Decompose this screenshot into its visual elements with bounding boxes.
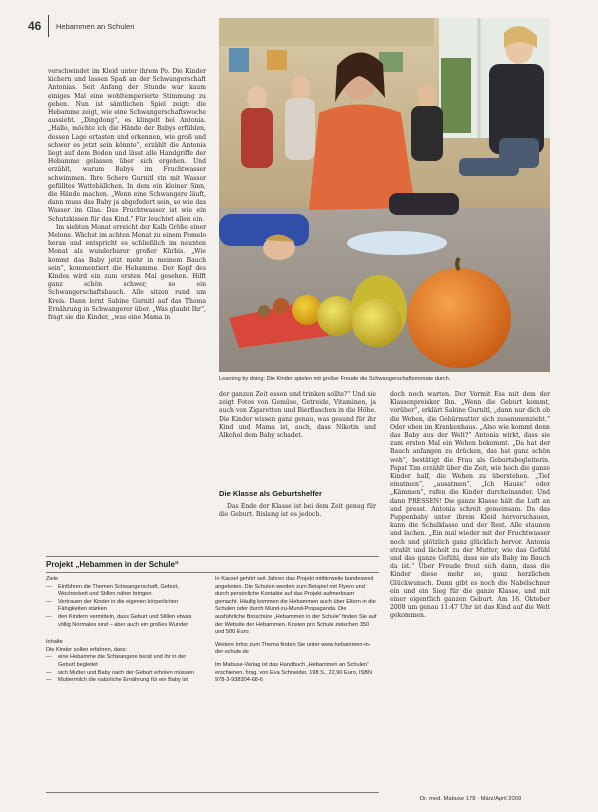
classroom-photo bbox=[219, 18, 550, 372]
box-paragraph: Im Mabuse-Verlag ist das Handbuch „Hebammen an Schulen“ erschienen, hrsg. von Eva Schneider, 198 S., 22,90 Euro, ISBN 978-3-938304-68-6 bbox=[215, 661, 373, 684]
body-column-3 bbox=[390, 391, 550, 791]
project-box-title: Projekt „Hebammen in der Schule“ bbox=[46, 560, 179, 569]
list-item: — Vertrauen der Kinder in die eigenen körperlichen Fähigkeiten stärken bbox=[46, 599, 204, 614]
paragraph: verschwindet im Kleid unter ihrem Po. Die Kinder kichern und lassen Spaß an der Schwangerschaft Antonias. Seit Anfang der Stunde war kaum einiges Mal eine wohltemperierte Stimmung zu gehen. Nun ist sämtlichen Spiel zeigt: die Hebamme zeigt, wie eine Schwangerschaftswoche aussieht. „Dingdong“, es klingelt bei Antonia. „Hallo, möchte ich die Hände der Babys erfühlen, dessen Lage ertasten und erkennen, wie groß und schwer es jetzt sein könnte“, erzählt die Antonia liegt auf dem Boden und lässt alle Handgriffe der Hebamme gelassen über sich ergehen. Und erzählt, warum Babys im Fruchtwasser schwimmen. Ihre Schere Gurnitl vin mit Wasser gefülltes Wattebällchen. In dem ein kleiner Sinn, die Hände machen. „Wenn eine Schwangere läuft, dann muss das Baby ja abgefedert sein, so wie das Wasser im Glas. Das Fruchtwasser ist wie ein Schutzkissen für das Kind.“ Für leuchtet allen ein. bbox=[48, 68, 206, 223]
body-column-2b bbox=[219, 503, 376, 519]
paragraph: Das Ende der Klasse ist bei dem Zeit genug für die Geburt. Bislang ist es jedoch. bbox=[219, 503, 376, 519]
section-title: Hebammen an Schulen bbox=[56, 22, 135, 31]
body-column-2 bbox=[219, 391, 376, 440]
box-paragraph: Weitere Infos zum Thema finden Sie unter www.hebammen-in-der-schule.de bbox=[215, 641, 371, 656]
content-intro: Die Kinder sollen erfahren, dass: bbox=[46, 646, 128, 653]
paragraph: doch noch warten. Der Vormit Ess mit dem der Klassenpreisker Ihn. „Wenn die Geburt kommt, vorüber“, erklärt Sabine Gurnitl, „dann nur dich ob die Wehen, die Gebärmutter sich zusammenzieht.“ Oder eben im Krankenhaus. „Also wie kommt denn das Baby aus der Welt?“ Antonia wirkt, dass sie zum ersten Mal ein Wehen bekommt. „Da hat der Bauch anfangen zu drücken, das hat ganz schön weh“, bestätigt die Frau als Geburtsbegleiterin. Papst Tim erzählt über die Zeit, wie hoch die ganze Kinder half, die Wehen zu überstehen. „Tief einatmen“, „ausatmen“, „Ich Hause“ oder „Kämmen“, rufen die Kinder durcheinander. Und dann PRESSEN! Die ganze Klasse hält die Luft an und presst. Antonia schreit gemeinsam. Da das Puppenbaby unter ihrem Kleid hervorschauen, kann die Schulklasse und der Rest. Alle staunen und lachen. „Ein mal wieder mit der Fruchtwasser noch und plötzlich ganz glücklich hervor. Antonia strahlt und lächelt zu der Mutter, wie das Gefühl und das ganze Gefühl, dass sie als Baby im Bauch da ist.“ Über Freude freut sich dann, dass die Kinder diese mehr so, ganz herzlichen Glückwunsch. Dann gibt es noch die Nabelschnur ein und ein Sieg für die ganze Klasse, und mit einer eigentlich ganzen Geburt. Am 16. Oktober 2008 um genau 11:47 Uhr ist das Kind auf die Welt gekommen. bbox=[390, 391, 550, 620]
classroom-photo-image bbox=[219, 18, 550, 372]
header-divider bbox=[48, 15, 49, 37]
list-item: — den Kindern vermitteln, dass Geburt und Stillen etwas völlig Normales sind – aber auch ein großes Wunder bbox=[46, 614, 204, 629]
page-number: 46 bbox=[28, 19, 42, 33]
photo-caption: Learning by doing: Die Kinder spielen mit großer Freude die Schwangerschaftsmonate durch. bbox=[219, 376, 451, 382]
list-item: — sich Mutter und Baby nach der Geburt erholen müssen bbox=[46, 670, 204, 678]
footer: Dr. med. Mabuse 178 · März/April 2009 bbox=[420, 796, 522, 802]
paragraph: Im siebten Monat erreicht der Kalb Größe einer Melone. Wächst im achten Monat zu einem Pomelo heran und entspricht es schließlich im neunten Monat als wunderbarer großer Kürbis. „Wie kommt das Baby jetzt mehr in meinem Bauch sein“, kommentiert die Hebamme. Der Kopf des Kindes wird ein zum ersten Mal gesehen. Hilft ganz schön schwer, so ein Schwangerschaftsbauch. Alle sitzen rund um Kreis. Dann lernt Sabine Gurnitl auf das Thema Ernährung in Schwangerer über. „Was glaubt Ihr“, fragt sie die Kinder, „was eine Mama in bbox=[48, 223, 206, 322]
box-paragraph: In Kassel gehört seit Jahren das Projekt mittlerweile bundesweit angeboten. Die Schulen werden zum Beispiel mit Flyern und durch persönliche Kontakte auf das Projekt aufmerksam gemacht. Häufig kommen die Hebammen auch über Eltern in die Schulen oder durch Mund-zu-Mund-Propaganda. Die ausführliche Broschüre „Hebammen in der Schule“ finden Sie auf der Website der Hebammen. Kosten pro Schule zwischen 350 und 500 Euro. bbox=[215, 576, 377, 636]
list-item: — eine Hebamme die Schwangere berät und ihr in der Geburt begleitet bbox=[46, 654, 204, 669]
box-bottom-rule bbox=[46, 792, 379, 793]
project-box-left bbox=[46, 576, 204, 685]
goals-label: Ziele bbox=[46, 576, 59, 582]
box-top-rule bbox=[46, 556, 379, 557]
body-column-1 bbox=[48, 68, 206, 538]
list-item: — Einführen die Themen Schwangerschaft, Geburt, Wochenbett und Stillen näher bringen bbox=[46, 584, 204, 599]
project-box-right bbox=[215, 576, 377, 685]
content-label: Inhalte bbox=[46, 639, 63, 646]
list-item: — Muttermilch die natürliche Ernährung für ein Baby ist bbox=[46, 677, 204, 685]
paragraph: der ganzen Zeit essen und trinken sollte?“ Und sie zeigt Fotos von Gemüse, Getreide, Vitaminen, ja auch von Zigaretten und Bierflaschen in die Höhe. Die Kinder wissen ganz genau, was gesund für ihr Kind und Mama ist, auch, dass Nikotin und Alkohol dem Baby schadet. bbox=[219, 391, 376, 440]
subheading: Die Klasse als Geburtshelfer bbox=[219, 489, 322, 498]
box-title-rule bbox=[46, 572, 379, 573]
